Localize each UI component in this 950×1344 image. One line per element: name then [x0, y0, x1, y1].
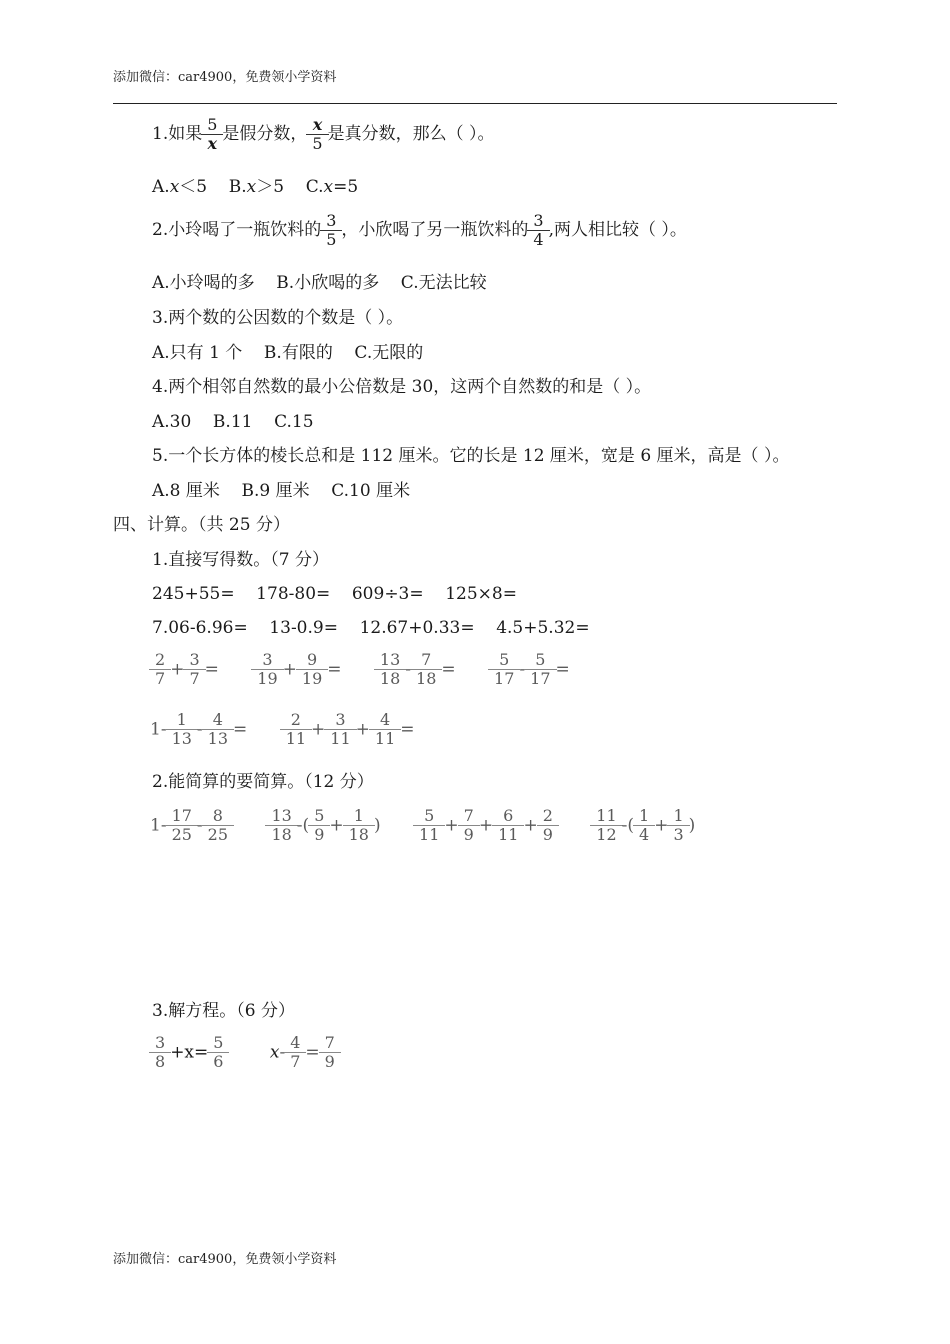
calc3-e2-b-num: 7: [324, 1033, 335, 1052]
calc2-e4-b-den: 4: [633, 825, 655, 844]
calc1-e2-b-den: 19: [296, 669, 328, 688]
calc1-e6-c-num: 4: [379, 710, 391, 729]
calc1-fraction-row-2: [150, 711, 415, 748]
calc3-e1-mid: +x=: [170, 1042, 209, 1063]
q2-text-b: ，小欣喝了另一瓶饮料的: [341, 220, 529, 240]
calc2-e3-d-num: 2: [542, 806, 553, 825]
q2-frac2-den: 4: [527, 230, 549, 249]
calc2-e2-op: -(: [296, 815, 310, 836]
calc1-e5-a-num: 1: [176, 710, 187, 729]
calc2-e1-a-den: 25: [166, 825, 198, 844]
q1-opt-b-var: x: [246, 177, 257, 197]
calc2-e3-b-num: 7: [463, 806, 474, 825]
calc2-expr-4: [591, 806, 696, 844]
calc2-e4-op2: +: [654, 815, 669, 836]
calc2-e1-op: -: [196, 815, 203, 836]
calc1-e5-eq: =: [233, 719, 248, 740]
question-3: 3.两个数的公因数的个数是（ ）。: [152, 308, 404, 328]
calc3-e1-b-den: 6: [207, 1052, 229, 1071]
calc2-e4-a-den: 12: [590, 825, 622, 844]
calc1-e6-a-den: 11: [280, 729, 312, 748]
calc1-e3-a-num: 13: [379, 650, 401, 669]
calc2-e3-c-num: 6: [503, 806, 514, 825]
calc2-expr-1: [150, 806, 233, 844]
q2-frac1-den: 5: [320, 230, 342, 249]
q2-fraction-2: [530, 212, 546, 249]
q1-frac2-num: x: [312, 115, 323, 134]
q1-frac2-den: 5: [306, 134, 328, 153]
calc1-e4-b-den: 17: [524, 669, 556, 688]
question-5: 5.一个长方体的棱长总和是 112 厘米。它的长是 12 厘米，宽是 6 厘米，高是（ ）。: [152, 446, 790, 466]
calc3-row: [150, 1034, 340, 1071]
calc1-title: 1.直接写得数。（7 分）: [152, 550, 329, 570]
q2-frac2-num: 3: [533, 211, 544, 230]
calc3-e2-var: x: [269, 1042, 280, 1063]
calc2-e3-op3: +: [523, 815, 538, 836]
q3-options: A.只有 1 个 B.有限的 C.无限的: [152, 343, 424, 363]
q1-text-b: 是假分数，: [222, 124, 308, 144]
calc1-e6-b-num: 3: [335, 710, 346, 729]
calc1-e2-eq: =: [327, 659, 342, 680]
q2-text-c: ,两人相比较（ ）。: [548, 220, 687, 240]
calc3-e1-a-num: 3: [155, 1033, 166, 1052]
header-rule: [113, 103, 837, 104]
calc1-e1-op: +: [170, 659, 185, 680]
calc1-e2-a-num: 3: [262, 650, 273, 669]
q1-opt-c-label: C.: [305, 177, 324, 197]
calc1-row-1: 245+55= 178-80= 609÷3= 125×8=: [152, 584, 517, 604]
calc1-e6-op2: +: [355, 719, 370, 740]
calc1-e3-eq: =: [441, 659, 456, 680]
q1-text-c: 是真分数，那么（ ）。: [327, 124, 495, 144]
calc2-e4-c-num: 1: [673, 806, 684, 825]
calc1-e6-op1: +: [311, 719, 326, 740]
q1-opt-a-rest: ＜5: [179, 177, 208, 197]
calc2-e2-b-num: 5: [314, 806, 325, 825]
calc3-equation-2: [269, 1033, 340, 1071]
calc2-e2-close: ): [373, 815, 381, 836]
calc3-equation-1: [150, 1033, 228, 1071]
calc1-e1-a-den: 7: [149, 669, 171, 688]
calc2-e3-c-den: 11: [492, 825, 524, 844]
calc2-e3-a-den: 11: [413, 825, 445, 844]
calc2-e3-op1: +: [444, 815, 459, 836]
q1-opt-b-rest: ＞5: [256, 177, 285, 197]
q5-options: A.8 厘米 B.9 厘米 C.10 厘米: [152, 481, 411, 501]
calc3-e1-a-den: 8: [149, 1052, 171, 1071]
calc1-e6-b-den: 11: [324, 729, 356, 748]
calc1-expr-3: [375, 650, 456, 688]
calc2-e2-a-num: 13: [271, 806, 292, 825]
calc2-e1-pre: 1-: [150, 815, 167, 836]
calc3-e2-b-den: 9: [319, 1052, 341, 1071]
page-header: 添加微信：car4900，免费领小学资料: [113, 70, 337, 85]
q1-options: [152, 176, 358, 198]
q1-frac1-den: x: [201, 134, 223, 153]
calc3-e2-a-den: 7: [284, 1052, 306, 1071]
calc2-row: [150, 807, 695, 844]
q1-fraction-2: [309, 116, 325, 153]
calc1-fraction-row-1: [150, 651, 570, 688]
calc2-e2-b-den: 9: [308, 825, 330, 844]
calc1-expr-1: [150, 650, 219, 688]
calc3-e2-a-num: 4: [290, 1033, 301, 1052]
calc1-e3-b-den: 18: [410, 669, 442, 688]
q1-opt-c-var: x: [323, 177, 334, 197]
calc2-e3-op2: +: [478, 815, 494, 836]
question-4: 4.两个相邻自然数的最小公倍数是 30，这两个自然数的和是（ ）。: [152, 377, 652, 397]
calc2-expr-2: [266, 806, 381, 844]
calc1-e5-a-den: 13: [166, 729, 198, 748]
calc1-e3-a-den: 18: [374, 669, 406, 688]
q1-opt-a-label: A.: [152, 177, 170, 197]
calc1-e5-b-num: 4: [212, 710, 223, 729]
calc1-e5-b-den: 13: [202, 729, 234, 748]
calc1-e2-op: +: [282, 659, 297, 680]
calc1-e1-b-num: 3: [189, 650, 200, 669]
q1-text-a: 1.如果: [152, 124, 203, 144]
calc1-e4-b-num: 5: [535, 650, 546, 669]
calc2-e4-close: ): [688, 815, 696, 836]
calc2-e2-c-num: 1: [353, 806, 364, 825]
calc1-e4-a-den: 17: [488, 669, 520, 688]
calc2-e1-a-num: 17: [171, 806, 192, 825]
calc1-e3-b-num: 7: [421, 650, 432, 669]
calc2-e3-d-den: 9: [537, 825, 559, 844]
q1-frac1-num: 5: [207, 115, 218, 134]
calc1-expr-4: [489, 650, 570, 688]
calc2-e4-a-num: 11: [596, 806, 617, 825]
calc2-title: 2.能简算的要简算。（12 分）: [152, 772, 374, 792]
calc2-e2-a-den: 18: [265, 825, 297, 844]
calc1-e4-a-num: 5: [499, 650, 510, 669]
calc1-e1-eq: =: [204, 659, 219, 680]
calc1-e5-pre: 1-: [150, 719, 167, 740]
calc1-e1-b-den: 7: [183, 669, 205, 688]
calc1-e2-b-num: 9: [306, 650, 318, 669]
section-4-title: 四、计算。（共 25 分）: [113, 515, 290, 535]
calc2-e4-op: -(: [621, 815, 635, 836]
calc3-title: 3.解方程。（6 分）: [152, 1001, 295, 1021]
calc2-expr-3: [414, 806, 558, 844]
q2-frac1-num: 3: [326, 211, 337, 230]
calc1-e6-a-num: 2: [290, 710, 301, 729]
calc1-e2-a-den: 19: [251, 669, 283, 688]
question-1: [152, 116, 495, 153]
calc2-e4-c-den: 3: [667, 825, 689, 844]
calc2-e1-b-num: 8: [212, 806, 223, 825]
q2-options: A.小玲喝的多 B.小欣喝的多 C.无法比较: [152, 273, 487, 293]
calc1-e1-a-num: 2: [155, 650, 166, 669]
question-2: [152, 212, 687, 249]
q1-fraction-1: [204, 116, 220, 153]
q2-fraction-1: [323, 212, 339, 249]
calc3-e2-eq: =: [305, 1042, 320, 1063]
calc1-e5-op: -: [196, 719, 203, 740]
calc1-e3-op: -: [405, 659, 412, 680]
calc1-e4-op: -: [519, 659, 526, 680]
calc1-e6-eq: =: [400, 719, 415, 740]
calc1-expr-6: [281, 710, 415, 748]
q1-opt-c-rest: =5: [333, 177, 359, 197]
page-footer: 添加微信：car4900，免费领小学资料: [113, 1252, 337, 1267]
calc1-e4-eq: =: [555, 659, 570, 680]
calc1-e6-c-den: 11: [369, 729, 401, 748]
calc1-expr-5: [150, 710, 248, 748]
calc2-e2-op2: +: [329, 815, 344, 836]
q4-options: A.30 B.11 C.15: [152, 412, 314, 432]
calc1-row-2: 7.06-6.96= 13-0.9= 12.67+0.33= 4.5+5.32=: [152, 618, 590, 638]
q1-opt-a-var: x: [169, 177, 180, 197]
calc2-e3-a-num: 5: [424, 806, 435, 825]
calc2-e2-c-den: 18: [343, 825, 375, 844]
calc1-expr-2: [252, 650, 342, 688]
calc3-e2-op: -: [279, 1042, 286, 1063]
q1-opt-b-label: B.: [228, 177, 247, 197]
calc2-e3-b-den: 9: [458, 825, 480, 844]
q2-text-a: 2.小玲喝了一瓶饮料的: [152, 220, 322, 240]
calc2-e4-b-num: 1: [639, 806, 650, 825]
calc2-e1-b-den: 25: [202, 825, 234, 844]
calc3-e1-b-num: 5: [213, 1033, 224, 1052]
